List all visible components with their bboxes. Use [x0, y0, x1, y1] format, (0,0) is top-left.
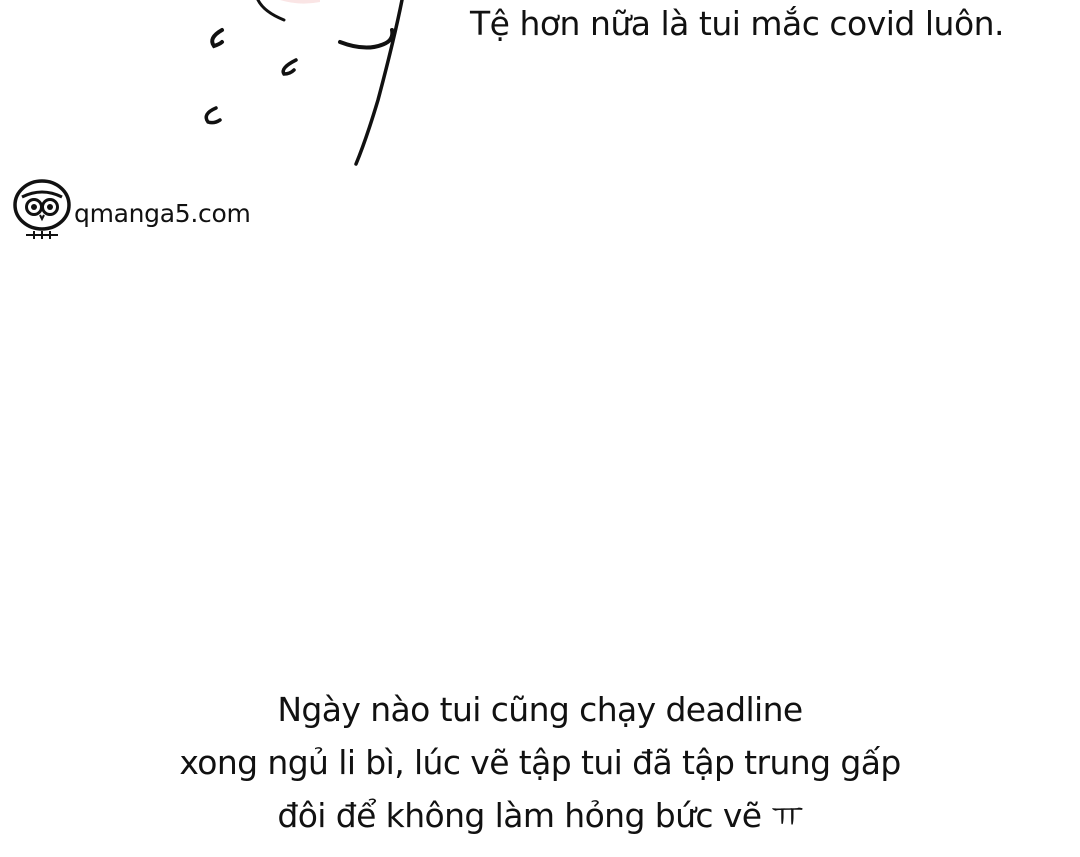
owl-logo-icon [12, 175, 76, 241]
caption-bottom [140, 683, 940, 842]
caption-line: Ngày nào tui cũng chạy deadline [277, 690, 803, 729]
line-art-sketch [180, 0, 440, 175]
watermark-text: qmanga5.com [74, 199, 251, 228]
watermark [12, 175, 302, 245]
caption-line: đôi để không làm hỏng bức vẽ ㅠ [277, 796, 803, 835]
caption-line: xong ngủ li bì, lúc vẽ tập tui đã tập trung gấp [179, 743, 901, 782]
caption-top: Tệ hơn nữa là tui mắc covid luôn. [470, 4, 1005, 43]
